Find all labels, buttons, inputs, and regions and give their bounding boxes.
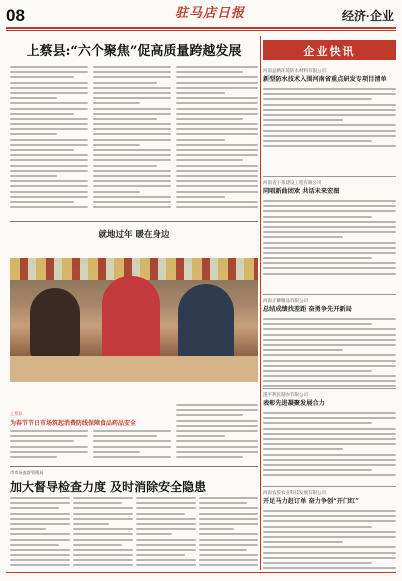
sub-article-column-3 [176,404,258,464]
sub-article-column-2 [93,430,171,464]
news-item-company: 河南益精环境防水材料有限公司 [263,68,326,73]
news-item [263,68,396,152]
news-item-company: 遂平利民制衣有限公司 [263,392,308,397]
sub-article-title: 为春节节日市场筑起消费防线保障食品药品安全 [10,420,137,427]
news-item-company: 河南农胶农业科技发展有限公司 [263,490,326,495]
page-footer [6,572,396,579]
news-item [263,292,396,392]
section-divider [10,221,258,222]
bottom-article-column-2 [73,497,133,569]
photo-feature-title: 就地过年 暖在身边 [98,230,170,240]
page-header [0,0,402,36]
lead-article-column-2 [93,66,171,216]
news-item-title: 表彰先进凝聚发展合力 [263,400,325,407]
page-number: 08 [6,6,25,25]
lead-article-column-1 [10,66,88,216]
news-item-company: 河南省干茶建设工程有限公司 [263,180,322,185]
enterprise-news-column [263,36,396,571]
news-item [263,174,396,280]
news-item-title: 开足马力赶订单 奋力争创“开门红” [263,498,359,505]
masthead: 驻马店日报 [175,6,246,21]
enterprise-news-banner-label: 企业快讯 [303,45,356,58]
header-rule [6,27,396,29]
bottom-article-column-4 [199,497,258,569]
lead-article-title: 上蔡县:“六个聚焦”促高质量跨越发展 [26,44,242,59]
news-item-title: 总结成绩找差距 奋勇争先开新局 [263,306,352,313]
enterprise-news-banner [263,40,396,60]
market-photo [10,258,258,382]
news-item-title: 新型防水技术入围河南省重点研发专项目清单 [263,76,387,83]
sub-article-kicker: 上蔡县 [10,411,23,416]
section-title: 经济·企业 [342,9,394,23]
lead-article-column-3 [176,66,258,216]
news-item-title: 同唱新曲团欢 共话未来宏图 [263,188,340,195]
news-item [263,386,396,484]
bottom-article-column-3 [136,497,196,569]
sub-article-column-1 [10,430,88,464]
section-divider [10,466,258,467]
header-rule-thin [6,30,396,31]
bottom-article-column-1 [10,497,70,569]
news-item [263,484,396,574]
bottom-article-title: 加大督导检查力度 及时消除安全隐患 [10,480,207,494]
bottom-article-kicker: 市市场监督管理局 [10,470,44,475]
news-item-company: 河南正耀精品有限公司 [263,298,308,303]
column-divider [260,36,261,570]
